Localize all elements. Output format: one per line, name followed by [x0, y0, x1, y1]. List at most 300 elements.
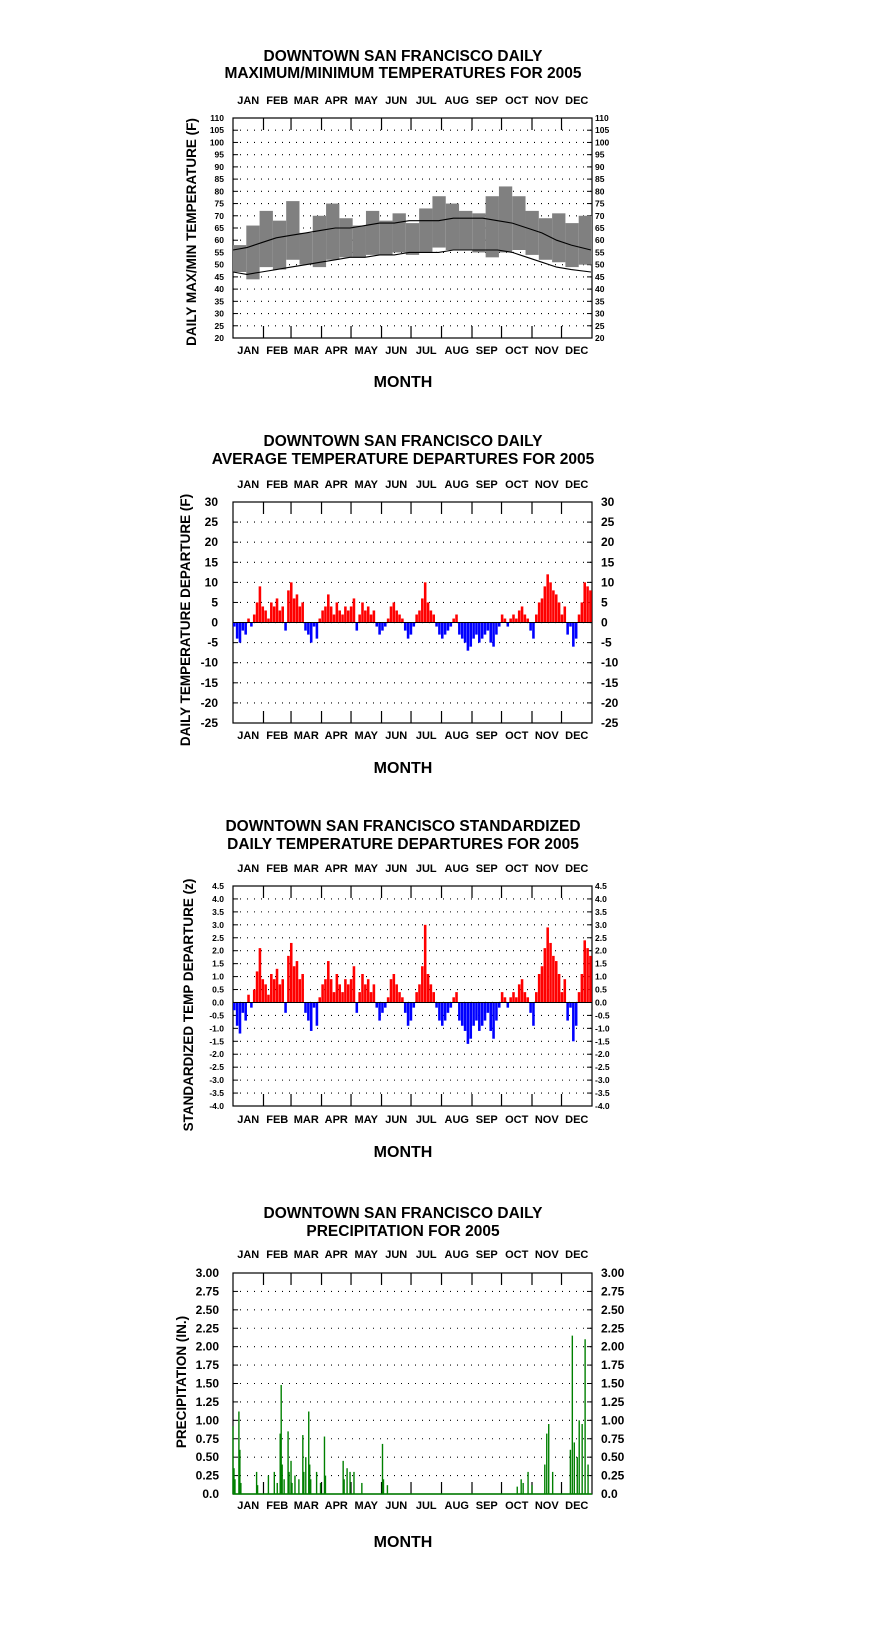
month-label: JAN: [237, 479, 260, 491]
y-tick-label: 3.0: [595, 919, 607, 930]
departure-bar-positive: [586, 586, 589, 622]
departure-bar-positive: [367, 979, 370, 1002]
departure-bar-negative: [435, 623, 438, 627]
departure-bar-negative: [304, 1002, 307, 1012]
departure-bar-positive: [395, 984, 398, 1002]
data-series: [233, 925, 592, 1044]
month-label: OCT: [505, 345, 529, 357]
month-label: NOV: [534, 479, 559, 491]
departure-bar-negative: [461, 623, 464, 639]
departure-bar-positive: [253, 615, 256, 623]
departure-bar-positive: [324, 979, 327, 1002]
month-label: FEB: [266, 479, 289, 491]
y-tick-label: -15: [200, 675, 218, 690]
y-tick-label: 20: [204, 535, 218, 550]
y-tick-label: 2.25: [195, 1321, 219, 1336]
departure-bar-negative: [381, 1002, 384, 1012]
departure-bar-negative: [284, 623, 287, 631]
month-label: NOV: [534, 863, 559, 875]
departure-bar-positive: [515, 997, 518, 1002]
y-tick-label: 5: [211, 595, 218, 610]
month-label: NOV: [534, 1114, 559, 1126]
departure-bar-negative: [378, 623, 381, 635]
y-tick-label: 55: [214, 247, 224, 258]
departure-bar-negative: [384, 623, 387, 627]
month-label: JUN: [385, 479, 408, 491]
y-tick-label: -15: [601, 675, 619, 690]
departure-bar-negative: [467, 623, 470, 651]
y-axis-label: DAILY TEMPERATURE DEPARTURE (F): [178, 493, 193, 747]
observed-range-bar: [260, 211, 273, 267]
departure-bar-negative: [484, 1002, 487, 1020]
departure-bar-negative: [244, 623, 247, 635]
y-tick-label: 10: [204, 575, 218, 590]
departure-bar-negative: [478, 623, 481, 643]
y-tick-label: -3.0: [595, 1075, 610, 1086]
departure-bar-negative: [250, 1002, 253, 1007]
month-label: JUL: [415, 1114, 437, 1126]
y-tick-label: 1.5: [212, 958, 224, 969]
departure-bar-negative: [307, 1002, 310, 1020]
departure-bar-positive: [299, 606, 302, 622]
departure-bar-positive: [541, 598, 544, 622]
y-tick-label: 30: [214, 308, 224, 319]
departure-bar-negative: [310, 1002, 313, 1030]
departure-bar-positive: [535, 992, 538, 1002]
departure-bar-negative: [444, 623, 447, 635]
departure-bar-negative: [413, 623, 416, 627]
month-label: OCT: [505, 863, 529, 875]
y-tick-label: 1.50: [195, 1376, 219, 1391]
departure-bar-positive: [344, 606, 347, 622]
y-tick-label: 80: [214, 186, 224, 197]
month-label: JUL: [415, 1500, 437, 1512]
y-tick-label: 1.5: [595, 958, 607, 969]
month-label: JUN: [385, 863, 408, 875]
chart-title-line-1: DOWNTOWN SAN FRANCISCO STANDARDIZED: [225, 818, 581, 835]
y-tick-label: 30: [601, 495, 615, 509]
departure-bar-positive: [535, 615, 538, 623]
month-label: AUG: [444, 345, 469, 357]
month-label: JAN: [237, 1114, 260, 1126]
y-tick-label: 90: [214, 161, 224, 172]
departure-bar-positive: [452, 997, 455, 1002]
departure-bar-negative: [239, 1002, 242, 1033]
departure-bar-negative: [529, 623, 532, 631]
departure-bar-positive: [549, 582, 552, 622]
departure-bar-positive: [401, 997, 404, 1002]
y-tick-label: 50: [214, 259, 224, 270]
observed-range-bar: [419, 208, 432, 252]
departure-bar-positive: [552, 956, 555, 1003]
observed-range-bar: [526, 211, 539, 255]
y-tick-label: 3.5: [595, 906, 607, 917]
month-label: APR: [324, 479, 348, 491]
x-axis-label: MONTH: [373, 374, 433, 391]
month-labels-bottom: [237, 730, 588, 742]
departure-bar-negative: [316, 623, 319, 639]
departure-bar-negative: [569, 623, 572, 627]
departure-bar-positive: [370, 992, 373, 1002]
month-label: JUN: [385, 95, 408, 107]
departure-bar-positive: [373, 610, 376, 622]
departure-bar-positive: [555, 594, 558, 622]
departure-bar-positive: [358, 992, 361, 1002]
month-label: OCT: [505, 1500, 529, 1512]
departure-bar-negative: [438, 1002, 441, 1020]
departure-bar-negative: [469, 1002, 472, 1038]
departure-bar-positive: [430, 984, 433, 1002]
month-label: DEC: [565, 345, 589, 357]
y-tick-labels-right: [595, 881, 610, 1111]
departure-bar-positive: [270, 602, 273, 622]
departure-bar-negative: [316, 1002, 319, 1025]
month-label: MAR: [293, 1249, 319, 1261]
y-tick-label: 40: [214, 284, 224, 295]
departure-bar-negative: [461, 1002, 464, 1025]
departure-bar-positive: [261, 606, 264, 622]
plot-frame: [233, 1273, 592, 1494]
month-label: AUG: [444, 95, 469, 107]
departure-bar-negative: [532, 623, 535, 639]
month-label: SEP: [475, 479, 498, 491]
y-tick-label: 30: [204, 495, 218, 509]
y-tick-label: 2.75: [195, 1284, 219, 1299]
departure-bar-positive: [418, 984, 421, 1002]
month-label: JUN: [385, 1114, 408, 1126]
y-tick-label: 3.5: [212, 906, 224, 917]
month-label: MAR: [293, 1114, 319, 1126]
y-tick-label: 2.5: [595, 932, 607, 943]
observed-range-bar: [379, 221, 392, 255]
y-tick-label: 35: [595, 296, 605, 307]
observed-range-bar: [432, 196, 445, 247]
month-label: MAY: [354, 345, 378, 357]
y-tick-label: 0.5: [595, 984, 607, 995]
month-label: APR: [324, 345, 348, 357]
observed-range-bar: [486, 196, 499, 257]
departure-bar-negative: [244, 1002, 247, 1020]
departure-bar-positive: [544, 586, 547, 622]
month-label: AUG: [444, 1114, 469, 1126]
departure-bar-positive: [281, 606, 284, 622]
departure-bar-negative: [441, 623, 444, 639]
data-series: [233, 186, 592, 279]
y-tick-label: 1.0: [595, 971, 607, 982]
y-tick-label: -3.5: [209, 1088, 224, 1099]
y-tick-label: 95: [214, 149, 224, 160]
departure-bar-positive: [561, 615, 564, 623]
y-tick-label: 2.0: [595, 945, 607, 956]
month-label: FEB: [266, 345, 289, 357]
month-label: MAY: [354, 1500, 378, 1512]
departure-bar-positive: [524, 615, 527, 623]
chart-title-line-2: AVERAGE TEMPERATURE DEPARTURES FOR 2005: [211, 451, 595, 468]
departure-bar-positive: [370, 615, 373, 623]
data-series: [233, 1336, 592, 1494]
y-tick-label: -25: [601, 716, 619, 730]
y-tick-label: -2.0: [209, 1049, 224, 1060]
departure-bar-positive: [524, 992, 527, 1002]
departure-bar-positive: [415, 992, 418, 1002]
y-tick-label: 15: [601, 555, 615, 570]
y-tick-label: 0.25: [195, 1468, 219, 1483]
departure-bar-positive: [395, 610, 398, 622]
departure-bar-positive: [276, 598, 279, 622]
y-tick-label: -20: [601, 695, 619, 710]
y-tick-label: 110: [595, 113, 609, 123]
departure-bar-positive: [387, 619, 390, 623]
departure-bar-positive: [301, 974, 304, 1002]
observed-range-bar: [499, 186, 512, 252]
departure-bar-positive: [561, 992, 564, 1002]
y-tick-label: 0: [601, 615, 608, 630]
departure-bar-negative: [356, 623, 359, 631]
month-label: DEC: [565, 95, 589, 107]
departure-bar-positive: [421, 966, 424, 1002]
y-tick-label: 1.75: [601, 1358, 625, 1373]
departure-bar-positive: [287, 590, 290, 622]
departure-bar-negative: [450, 1002, 453, 1007]
y-tick-label: -2.5: [595, 1062, 610, 1073]
departure-bar-negative: [375, 623, 378, 627]
y-tick-label: 0.0: [202, 1487, 219, 1501]
y-tick-label: 4.0: [595, 893, 607, 904]
departure-bar-negative: [575, 623, 578, 639]
departure-bar-positive: [259, 948, 262, 1002]
departure-bar-positive: [509, 997, 512, 1002]
departure-bar-positive: [273, 979, 276, 1002]
month-label: MAY: [354, 863, 378, 875]
departure-bar-positive: [247, 619, 250, 623]
month-label: OCT: [505, 479, 529, 491]
y-tick-label: 0.0: [601, 1487, 618, 1501]
month-label: JAN: [237, 345, 260, 357]
month-label: AUG: [444, 863, 469, 875]
grid-dots: [233, 1291, 592, 1475]
departure-bar-positive: [427, 974, 430, 1002]
month-label: JAN: [237, 95, 260, 107]
y-tick-label: -2.0: [595, 1049, 610, 1060]
month-label: FEB: [266, 95, 289, 107]
observed-range-bar: [299, 233, 312, 265]
observed-range-bar: [326, 204, 339, 260]
month-label: AUG: [444, 1249, 469, 1261]
departure-bar-negative: [307, 623, 310, 635]
y-tick-label: -20: [200, 695, 218, 710]
departure-bar-negative: [313, 623, 316, 627]
departure-bar-positive: [398, 992, 401, 1002]
month-label: MAR: [293, 345, 319, 357]
departure-bar-positive: [504, 997, 507, 1002]
chart-title-line-1: DOWNTOWN SAN FRANCISCO DAILY: [263, 433, 543, 450]
y-tick-label: 35: [214, 296, 224, 307]
observed-range-bar: [353, 226, 366, 258]
y-tick-label: 60: [595, 235, 605, 246]
departure-bar-positive: [330, 979, 333, 1002]
departure-bar-positive: [296, 594, 299, 622]
departure-bar-positive: [324, 606, 327, 622]
y-tick-label: 105: [595, 125, 610, 136]
month-label: MAY: [354, 1249, 378, 1261]
y-tick-label: -0.5: [209, 1010, 224, 1021]
departure-bar-positive: [546, 574, 549, 622]
departure-bar-negative: [233, 1002, 236, 1010]
departure-bar-positive: [296, 961, 299, 1002]
panel-average-departures: [178, 433, 619, 777]
departure-bar-positive: [290, 943, 293, 1003]
departure-bar-positive: [538, 602, 541, 622]
observed-range-bar: [406, 223, 419, 255]
month-label: JAN: [237, 730, 260, 742]
departure-bar-negative: [404, 623, 407, 631]
observed-range-bar: [552, 213, 565, 262]
y-tick-label: 55: [595, 247, 605, 258]
departure-bar-negative: [532, 1002, 535, 1025]
departure-bar-positive: [293, 966, 296, 1002]
departure-bar-positive: [330, 606, 333, 622]
departure-bar-positive: [301, 602, 304, 622]
departure-bar-negative: [487, 623, 490, 631]
y-tick-label: 5: [601, 595, 608, 610]
observed-range-bar: [472, 213, 485, 252]
chart-title-line-2: DAILY TEMPERATURE DEPARTURES FOR 2005: [227, 836, 579, 853]
departure-bar-negative: [575, 1002, 578, 1025]
y-tick-label: 70: [595, 210, 605, 221]
departure-bar-negative: [487, 1002, 490, 1012]
y-tick-label: 95: [595, 149, 605, 160]
departure-bar-positive: [589, 956, 592, 1003]
departure-bar-negative: [242, 1002, 245, 1012]
departure-bar-negative: [566, 623, 569, 635]
month-label: SEP: [475, 345, 498, 357]
chart-title-line-2: PRECIPITATION FOR 2005: [306, 1223, 500, 1240]
departure-bar-positive: [353, 966, 356, 1002]
departure-bar-positive: [333, 615, 336, 623]
departure-bar-positive: [586, 948, 589, 1002]
month-label: APR: [324, 863, 348, 875]
departure-bar-positive: [578, 992, 581, 1002]
departure-bar-negative: [566, 1002, 569, 1020]
departure-bar-positive: [393, 974, 396, 1002]
departure-bar-positive: [393, 602, 396, 622]
month-label: MAR: [293, 863, 319, 875]
month-label: SEP: [475, 1114, 498, 1126]
y-tick-label: 3.0: [212, 919, 224, 930]
y-tick-label: 0.5: [212, 984, 224, 995]
departure-bar-positive: [512, 615, 515, 623]
y-tick-label: 25: [204, 515, 218, 530]
departure-bar-positive: [518, 610, 521, 622]
departure-bar-positive: [347, 984, 350, 1002]
departure-bar-positive: [501, 615, 504, 623]
month-label: SEP: [475, 730, 498, 742]
departure-bar-positive: [281, 979, 284, 1002]
y-tick-label: 100: [209, 137, 224, 148]
departure-bar-positive: [267, 619, 270, 623]
departure-bar-positive: [338, 610, 341, 622]
departure-bar-positive: [581, 974, 584, 1002]
departure-bar-positive: [361, 602, 364, 622]
departure-bar-positive: [512, 992, 515, 1002]
departure-bar-negative: [464, 623, 467, 643]
y-tick-label: -1.0: [209, 1023, 224, 1034]
departure-bar-positive: [390, 606, 393, 622]
y-tick-label: 3.00: [601, 1266, 625, 1280]
y-tick-labels-left: [196, 1266, 220, 1501]
departure-bar-positive: [424, 582, 427, 622]
departure-bar-positive: [544, 948, 547, 1002]
y-tick-label: 1.25: [601, 1394, 625, 1409]
departure-bar-positive: [290, 582, 293, 622]
y-tick-label: 2.0: [212, 945, 224, 956]
y-tick-label: 85: [214, 174, 224, 185]
y-tick-label: 60: [214, 235, 224, 246]
departure-bar-positive: [509, 619, 512, 623]
departure-bar-positive: [538, 974, 541, 1002]
departure-bar-positive: [558, 974, 561, 1002]
departure-bar-positive: [264, 610, 267, 622]
departure-bar-negative: [410, 1002, 413, 1020]
month-label: DEC: [565, 479, 589, 491]
month-label: DEC: [565, 730, 589, 742]
y-tick-labels-right: [601, 1266, 625, 1501]
y-tick-label: 4.5: [595, 881, 607, 891]
departure-bar-positive: [452, 619, 455, 623]
departure-bar-negative: [495, 1002, 498, 1020]
observed-range-bar: [579, 216, 592, 265]
departure-bar-positive: [259, 586, 262, 622]
y-tick-label: 0.75: [195, 1431, 219, 1446]
month-label: FEB: [266, 1114, 289, 1126]
departure-bar-negative: [447, 623, 450, 631]
month-labels-bottom: [237, 1500, 588, 1512]
month-labels-top: [237, 863, 588, 875]
departure-bar-negative: [381, 623, 384, 631]
y-tick-label: 0: [211, 615, 218, 630]
month-label: MAR: [293, 479, 319, 491]
departure-bar-negative: [450, 623, 453, 627]
month-label: DEC: [565, 1500, 589, 1512]
departure-bar-negative: [375, 1002, 378, 1007]
month-label: NOV: [534, 730, 559, 742]
y-tick-label: 100: [595, 137, 610, 148]
month-label: MAY: [354, 1114, 378, 1126]
departure-bar-negative: [284, 1002, 287, 1012]
x-axis-label: MONTH: [373, 760, 433, 777]
departure-bar-positive: [341, 992, 344, 1002]
plot-border: [233, 1273, 592, 1494]
y-tick-label: 2.5: [212, 932, 224, 943]
departure-bar-positive: [267, 995, 270, 1003]
y-tick-label: 2.25: [601, 1321, 625, 1336]
departure-bar-negative: [495, 623, 498, 635]
month-label: OCT: [505, 95, 529, 107]
y-tick-label: 0.0: [212, 997, 224, 1008]
month-label: MAR: [293, 730, 319, 742]
departure-bar-negative: [569, 1002, 572, 1007]
month-label: APR: [324, 1114, 348, 1126]
month-label: JUN: [385, 1500, 408, 1512]
departure-bar-negative: [481, 1002, 484, 1025]
month-label: AUG: [444, 1500, 469, 1512]
month-label: AUG: [444, 479, 469, 491]
month-label: JUL: [415, 863, 437, 875]
month-label: JUL: [415, 479, 437, 491]
departure-bar-negative: [492, 623, 495, 647]
departure-bar-positive: [401, 619, 404, 623]
month-label: FEB: [266, 1500, 289, 1512]
